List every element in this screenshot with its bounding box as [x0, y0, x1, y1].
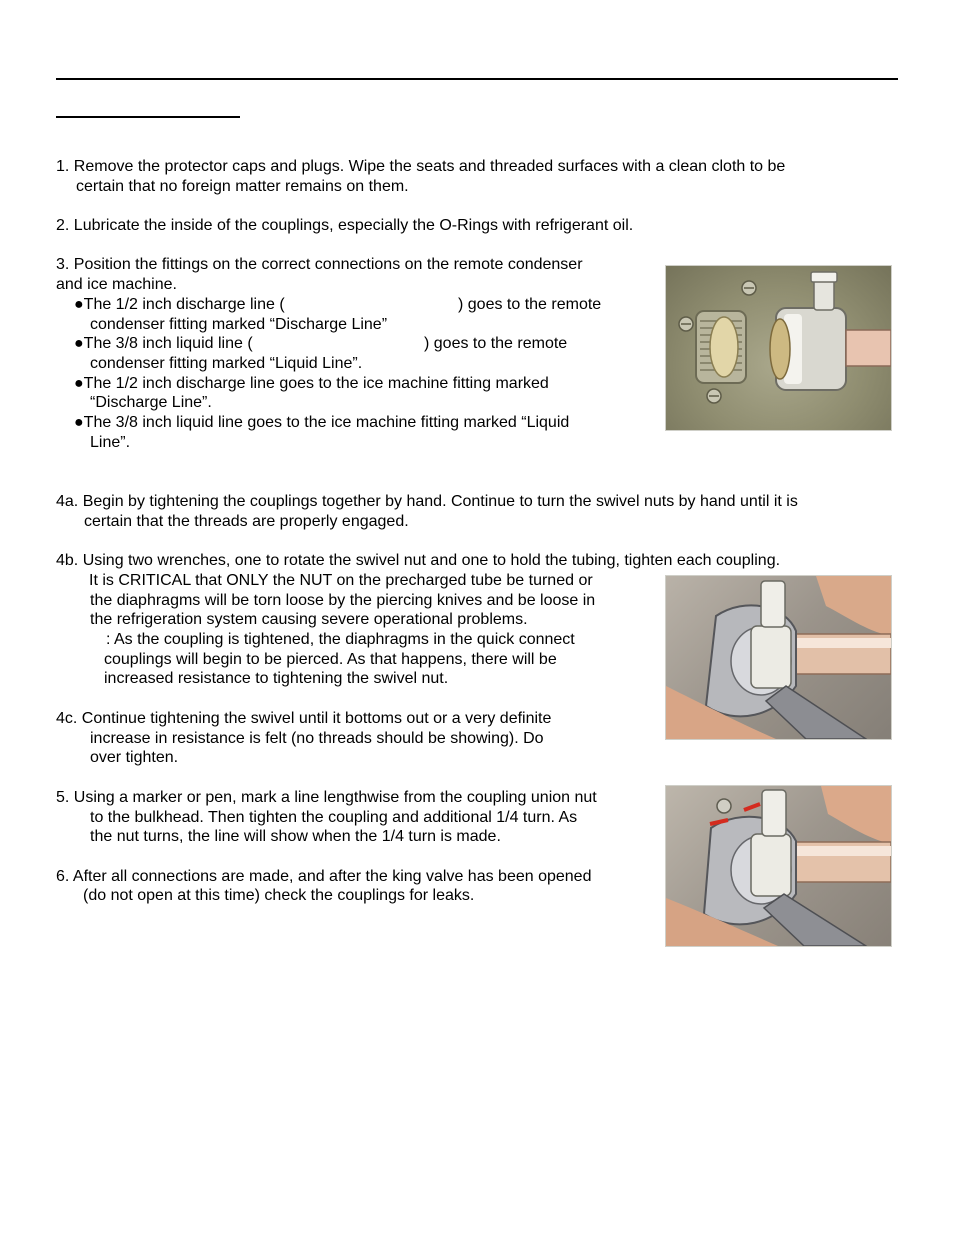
step-1-line-1: 1. Remove the protector caps and plugs. Wipe the seats and threaded surfaces with a clean cloth to be — [56, 158, 786, 175]
step-4a-line-1: 4a. Begin by tightening the couplings together by hand. Continue to turn the swivel nuts by hand until it is — [56, 493, 798, 510]
step-4b-note-line-1: : As the coupling is tightened, the diaphragms in the quick connect — [106, 631, 575, 648]
bullet-1-line-2: condenser fitting marked “Discharge Line” — [90, 316, 388, 333]
step-4b-note-line-3: increased resistance to tightening the swivel nut. — [104, 670, 449, 687]
step-5-line-1: 5. Using a marker or pen, mark a line lengthwise from the coupling union nut — [56, 789, 597, 806]
step-1-line-2: certain that no foreign matter remains on them. — [76, 178, 409, 195]
bullet-3-line-2: “Discharge Line”. — [90, 394, 212, 411]
section-heading-underline — [56, 116, 240, 118]
bullet-2-start: ●The 3/8 inch liquid line ( — [74, 335, 253, 352]
bullet-2-end: ) goes to the remote — [424, 335, 568, 352]
wrench-tightening-photo — [665, 575, 892, 740]
bullet-1-start: ●The 1/2 inch discharge line ( — [74, 296, 285, 313]
step-4b-line-4: the refrigeration system causing severe operational problems. — [90, 611, 528, 628]
step-5-line-2: to the bulkhead. Then tighten the coupling and additional 1/4 turn. As — [90, 809, 578, 826]
bullet-4-line-2: Line”. — [90, 434, 131, 451]
marking-line-photo — [665, 785, 892, 947]
step-4b-line-1: 4b. Using two wrenches, one to rotate the swivel nut and one to hold the tubing, tighten each coupling. — [56, 552, 781, 569]
step-6-line-1: 6. After all connections are made, and after the king valve has been opened — [56, 868, 592, 885]
header-rule — [56, 78, 898, 80]
step-6-line-2: (do not open at this time) check the couplings for leaks. — [83, 887, 475, 904]
step-4b-note-line-2: couplings will begin to be pierced. As that happens, there will be — [104, 651, 557, 668]
step-3-line-1: 3. Position the fittings on the correct connections on the remote condenser — [56, 256, 583, 273]
step-4b-line-3: the diaphragms will be torn loose by the piercing knives and be loose in — [90, 592, 596, 609]
bullet-2-line-2: condenser fitting marked “Liquid Line”. — [90, 355, 363, 372]
step-4b-line-2: It is CRITICAL that ONLY the NUT on the precharged tube be turned or — [89, 572, 593, 589]
step-4c-line-3: over tighten. — [90, 749, 179, 766]
fittings-photo — [665, 265, 892, 431]
step-2: 2. Lubricate the inside of the couplings, especially the O-Rings with refrigerant oil. — [56, 217, 634, 234]
step-4a-line-2: certain that the threads are properly engaged. — [84, 513, 409, 530]
step-4c-line-2: increase in resistance is felt (no threads should be showing). Do — [90, 730, 544, 747]
step-5-line-3: the nut turns, the line will show when the 1/4 turn is made. — [90, 828, 501, 845]
bullet-1-end: ) goes to the remote — [458, 296, 602, 313]
step-3-line-2: and ice machine. — [56, 276, 177, 293]
step-4c-line-1: 4c. Continue tightening the swivel until it bottoms out or a very definite — [56, 710, 552, 727]
bullet-3-line-1: ●The 1/2 inch discharge line goes to the ice machine fitting marked — [74, 375, 549, 392]
bullet-4-line-1: ●The 3/8 inch liquid line goes to the ice machine fitting marked “Liquid — [74, 414, 570, 431]
